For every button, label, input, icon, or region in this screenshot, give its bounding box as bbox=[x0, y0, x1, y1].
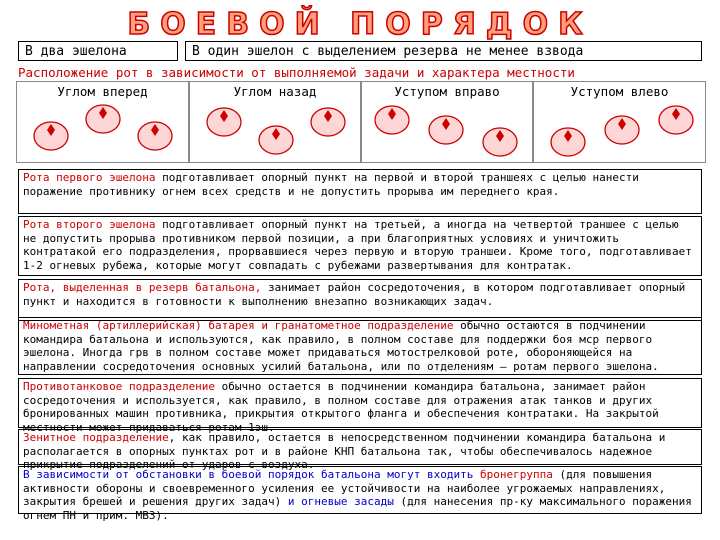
paragraph-text: подготавливает опорный пункт на первой и второй траншеях с целью нанести поражение противнику огнем всех средств и не допустить прорыва им переднего края. bbox=[23, 171, 639, 198]
paragraph-antitank-unit bbox=[18, 378, 702, 434]
company-positions-icon bbox=[17, 82, 188, 162]
header-two-echelons: В два эшелона bbox=[18, 41, 178, 61]
paragraph-lead: Зенитное подразделение bbox=[23, 431, 169, 444]
paragraph-lead: Рота, выделенная в резерв батальона, bbox=[23, 281, 262, 294]
paragraph-lead: Противотанковое подразделение bbox=[23, 380, 216, 393]
formation-corner-forward bbox=[16, 81, 189, 163]
formation-corner-back bbox=[189, 81, 361, 163]
formation-echelon-right bbox=[361, 81, 533, 163]
paragraph-aa-unit bbox=[18, 429, 702, 472]
paragraph-text: , как правило, остается в непосредственном подчинении командира батальона и располагается в опорных пунктах рот и в районе КНП батальона так, чтобы обеспечивалось надежное прикрытие подразделений от ударов с воздуха. bbox=[23, 431, 666, 472]
paragraph-lead: Рота второго эшелона bbox=[23, 218, 156, 231]
paragraph-first-echelon bbox=[18, 169, 702, 214]
paragraph-text: обычно остаются в подчинении командира батальона и используются, как правило, в полном составе для поддержки боя мср первого эшелона. Иногда грв в полном составе может придаваться мотострелковой роте, обороняющейся на направлении сосредоточения основных усилий батальона, или по отделениям — ротам первого эшелона. bbox=[23, 319, 659, 373]
paragraph-optional-elements bbox=[18, 466, 702, 522]
fire-ambush-term: и огневые засады bbox=[281, 495, 394, 509]
formation-label: Уступом влево bbox=[570, 84, 669, 99]
fire-ambush-text: (для нанесения пр-ку максимального поражения огнем ПН и прим. МВЗ). bbox=[23, 495, 692, 522]
paragraph-lead: Рота первого эшелона bbox=[23, 171, 156, 184]
paragraph-lead: Минометная (артиллерийская) батарея и гранатометное подразделение bbox=[23, 319, 454, 332]
paragraph-reserve-company bbox=[18, 279, 702, 321]
formation-label: Уступом вправо bbox=[394, 84, 500, 99]
company-positions-icon bbox=[534, 82, 705, 162]
paragraph-mortar-battery bbox=[18, 317, 702, 375]
formation-label: Углом вперед bbox=[57, 84, 148, 99]
formation-diagrams bbox=[16, 81, 706, 163]
formation-label: Углом назад bbox=[233, 84, 317, 99]
paragraph-text: обычно остается в подчинении командира батальона, занимает район сосредоточения и используется, как правило, в полном составе для отражения атак танков и других бронированных машин противника, прикрытия открытого фланга и обеспечения контратаки. На закрытой местности может придаваться ротам 1эш. bbox=[23, 380, 659, 434]
paragraph-second-echelon bbox=[18, 216, 702, 276]
armored-group-text: (для повышения активности обороны и своевременного усиления ее устойчивости на наиболее угрожаемых направлениях, закрытия брешей и решения других задач) bbox=[23, 468, 666, 509]
final-intro: В зависимости от обстановки в боевой порядок батальона могут входить bbox=[23, 468, 474, 481]
header-one-echelon: В один эшелон с выделением резерва не менее взвода bbox=[185, 41, 702, 61]
paragraph-text: занимает район сосредоточения, в котором подготавливает опорный пункт и находится в готовности к выполнению внезапно возникающих задач. bbox=[23, 281, 686, 308]
armored-group-term: бронегруппа bbox=[479, 468, 553, 481]
company-positions-icon bbox=[190, 82, 360, 162]
formation-echelon-left bbox=[533, 81, 706, 163]
subtitle: Расположение рот в зависимости от выполняемой задачи и характера местности bbox=[18, 65, 575, 80]
paragraph-text: подготавливает опорный пункт на третьей, а иногда на четвертой траншее с целью не допустить прорыва противником первой позиции, а при благоприятных условиях и уничтожить контратакой его подразделения, прорвавшиеся через первую и вторую траншеи. Кроме того, подготавливает 1-2 огневых рубежа, которые могут совпадать с рубежами развертывания для контратак. bbox=[23, 218, 692, 272]
page-title: БОЕВОЙ ПОРЯДОК bbox=[127, 7, 593, 42]
company-positions-icon bbox=[362, 82, 532, 162]
